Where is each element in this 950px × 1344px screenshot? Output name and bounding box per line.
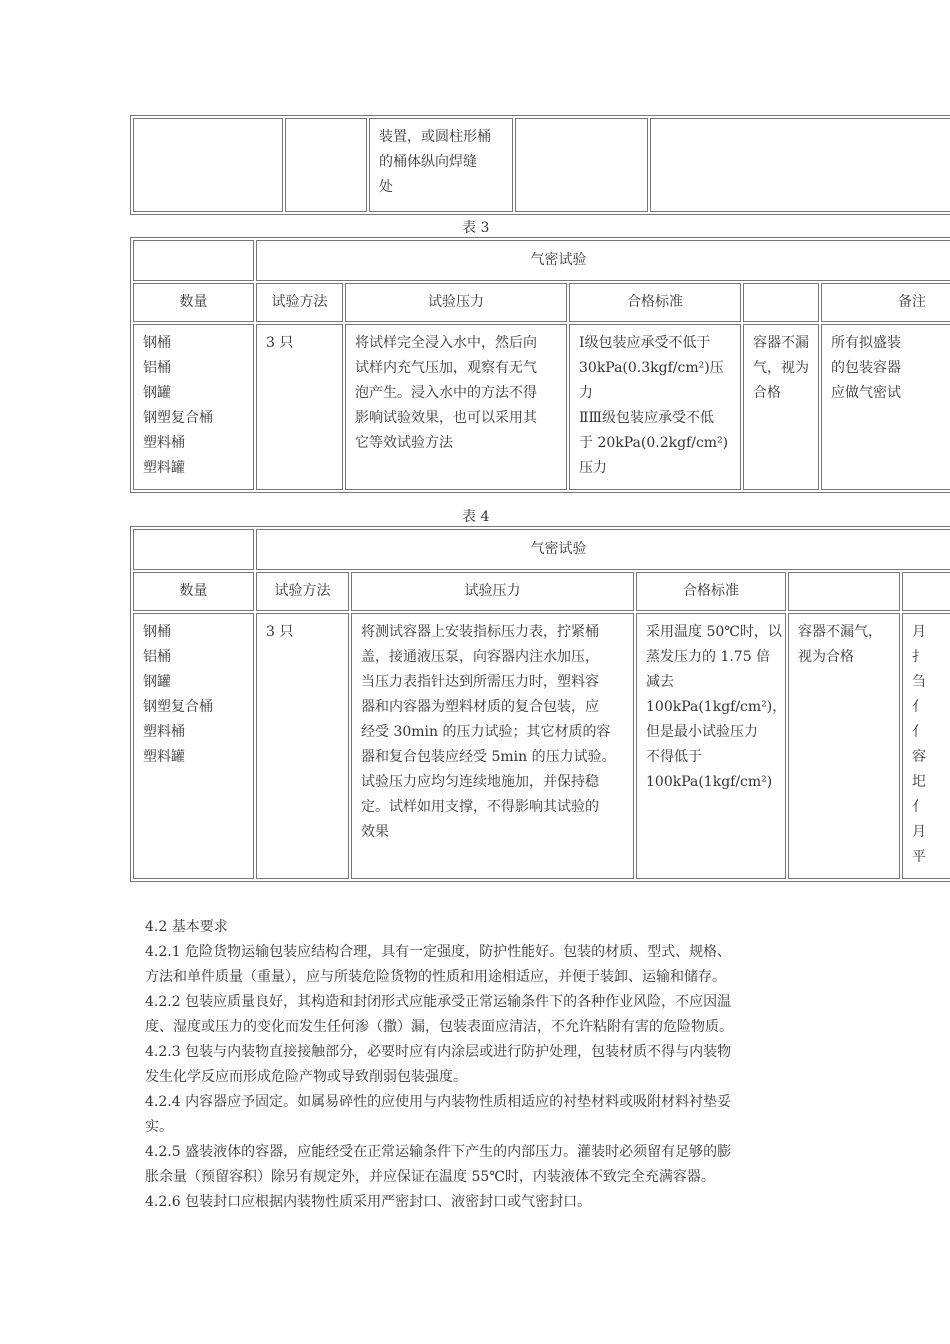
table4-corner: [133, 529, 254, 570]
section-line: 胀余量（预留容积）除另有规定外，并应保证在温度 55℃时，内装液体不致完全充满容器。: [145, 1169, 715, 1185]
table4-criteria: 容器不漏气， 视为合格: [788, 613, 900, 879]
table4-pressure: 采用温度 50℃时，以 蒸发压力的 1.75 倍 减去 100kPa(1kgf/cm²)， 但是最小试验压力 不得低于 100kPa(1kgf/cm²): [636, 613, 786, 879]
section-line: 4.2.1 危险货物运输包装应结构合理，具有一定强度，防护性能好。包装的材质、型式、规格、: [145, 944, 732, 960]
table4-header: [788, 572, 900, 611]
section-4-2: [145, 915, 825, 1215]
table3-header: 备注: [821, 283, 950, 322]
section-line: 度、湿度或压力的变化而发生任何渗（撒）漏，包装表面应清洁，不允许粘附有害的危险物质。: [145, 1019, 733, 1035]
section-line: 4.2.2 包装应质量良好，其构造和封闭形式应能承受正常运输条件下的各种作业风险，不应因温: [145, 994, 732, 1010]
table3-containers: 钢桶 铝桶 钢罐 钢塑复合桶 塑料桶 塑料罐: [133, 324, 254, 490]
table-top: [130, 115, 950, 215]
table4-group-header: 气密试验: [256, 529, 950, 570]
table4-header: 试验方法: [256, 572, 349, 611]
table4-header: 合格标准: [636, 572, 786, 611]
table-top-cell: [133, 118, 283, 212]
table3-caption: 表 3: [462, 220, 490, 236]
table3-corner: [133, 240, 254, 281]
table-top-cell-text: 装置，或圆柱形桶 的桶体纵向焊缝 处: [369, 118, 513, 212]
section-line: 4.2.5 盛装液体的容器，应能经受在正常运输条件下产生的内部压力。灌装时必须留有足够的膨: [145, 1144, 732, 1160]
table3-quantity: 3 只: [256, 324, 343, 490]
table4-quantity: 3 只: [256, 613, 349, 879]
section-line: 4.2.3 包装与内装物直接接触部分，必要时应有内涂层或进行防护处理，包装材质不得与内装物: [145, 1044, 732, 1060]
section-heading: 4.2 基本要求: [145, 919, 228, 935]
table4-remarks: 月 扌 刍 亻 亻 容 圯 亻 月 平: [902, 613, 950, 879]
table3-group-header: 气密试验: [256, 240, 950, 281]
section-line: 发生化学反应而形成危险产物或导致削弱包装强度。: [145, 1069, 467, 1085]
section-line: 方法和单件质量（重量），应与所装危险货物的性质和用途相适应，并便于装卸、运输和储存。: [145, 969, 726, 985]
section-line: 4.2.4 内容器应予固定。如属易碎性的应使用与内装物性质相适应的衬垫材料或吸附材料衬垫妥: [145, 1094, 732, 1110]
table3-header: [743, 283, 819, 322]
table3-pressure: Ⅰ级包装应承受不低于 30kPa(0.3kgf/cm²)压 力 ⅡⅢ级包装应承受不低 于 20kPa(0.2kgf/cm²) 压力: [569, 324, 741, 490]
section-line: 4.2.6 包装封口应根据内装物性质采用严密封口、液密封口或气密封口。: [145, 1194, 592, 1210]
table3-header: 试验方法: [256, 283, 343, 322]
table3-method: 将试样完全浸入水中，然后向 试样内充气压加，观察有无气 泡产生。浸入水中的方法不得 影响试验效果，也可以采用其 它等效试验方法: [345, 324, 567, 490]
table3-header: 数量: [133, 283, 254, 322]
table-top-cell: [650, 118, 950, 212]
table3: [130, 237, 950, 493]
table4-containers: 钢桶 铝桶 钢罐 钢塑复合桶 塑料桶 塑料罐: [133, 613, 254, 879]
table4-method: 将测试容器上安装指标压力表，拧紧桶 盖，接通液压泵，向容器内注水加压， 当压力表指针达到所需压力时，塑料容 器和内容器为塑料材质的复合包装，应 经受 30min 的压力试验；其它材质的容 器和复合包装应经受 5min 的压力试验。 试验压力应均匀连续地施加，并保持稳 定。试样如用支撑，不得影响其试验的 效果: [351, 613, 634, 879]
table3-remarks: 所有拟盛装 的包装容器 应做气密试: [821, 324, 950, 490]
table3-header: 合格标准: [569, 283, 741, 322]
table4-header: 数量: [133, 572, 254, 611]
table3-criteria: 容器不漏 气，视为 合格: [743, 324, 819, 490]
table-top-cell: [515, 118, 648, 212]
table4-header: [902, 572, 950, 611]
section-line: 实。: [145, 1119, 173, 1135]
table3-header: 试验压力: [345, 283, 567, 322]
table-top-cell: [285, 118, 367, 212]
table4: [130, 526, 950, 882]
table4-caption: 表 4: [462, 509, 490, 525]
table4-header: 试验压力: [351, 572, 634, 611]
